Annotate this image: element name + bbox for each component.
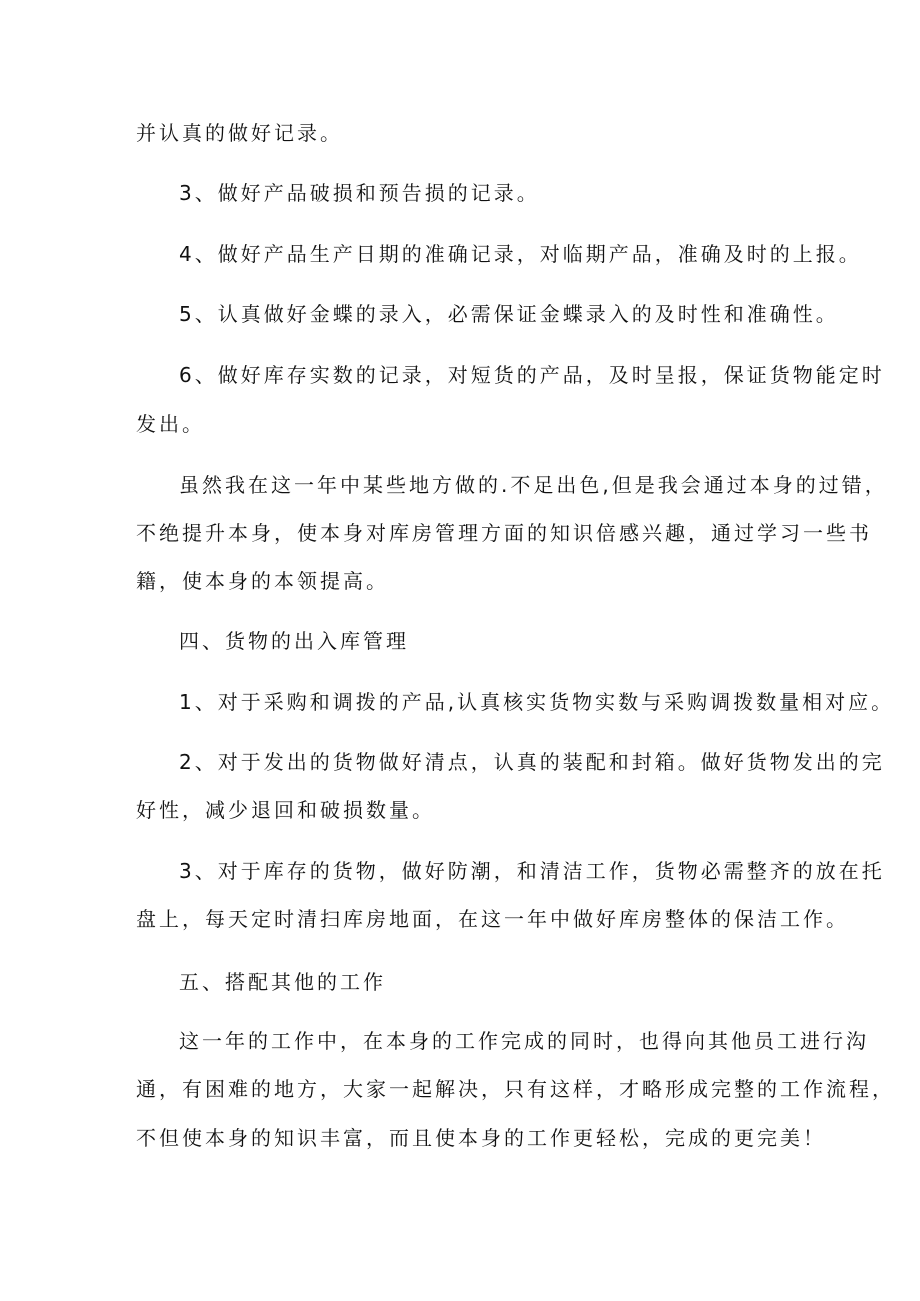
text-line: 3、做好产品破损和预告损的记录。 <box>179 181 540 205</box>
text-line: 不但使本身的知识丰富，而且使本身的工作更轻松，完成的更完美！ <box>136 1126 826 1150</box>
text-line: 这一年的工作中，在本身的工作完成的同时，也得向其他员工进行沟 <box>179 1029 869 1053</box>
text-line: 好性，减少退回和破损数量。 <box>136 798 435 822</box>
text-line: 虽然我在这一年中某些地方做的.不足出色,但是我会通过本身的过错， <box>179 473 888 497</box>
text-line: 6、做好库存实数的记录，对短货的产品，及时呈报，保证货物能定时 <box>179 363 885 387</box>
text-line: 盘上，每天定时清扫库房地面，在这一年中做好库房整体的保洁工作。 <box>136 907 849 931</box>
text-line: 5、认真做好金蝶的录入，必需保证金蝶录入的及时性和准确性。 <box>179 302 839 326</box>
text-line: 2、对于发出的货物做好清点，认真的装配和封箱。做好货物发出的完 <box>179 750 885 774</box>
text-line: 3、对于库存的货物，做好防潮，和清洁工作，货物必需整齐的放在托 <box>179 859 885 883</box>
section-heading: 四、货物的出入库管理 <box>179 629 409 653</box>
text-line: 不绝提升本身，使本身对库房管理方面的知识倍感兴趣，通过学习一些书 <box>136 521 872 545</box>
text-line: 发出。 <box>136 412 205 436</box>
section-heading: 五、搭配其他的工作 <box>179 970 386 994</box>
text-line: 通，有困难的地方，大家一起解决，只有这样，才略形成完整的工作流程， <box>136 1077 895 1101</box>
text-line: 籍，使本身的本领提高。 <box>136 569 389 593</box>
text-line: 4、做好产品生产日期的准确记录，对临期产品，准确及时的上报。 <box>179 242 862 266</box>
text-line: 1、对于采购和调拨的产品,认真核实货物实数与采购调拨数量相对应。 <box>179 690 895 714</box>
text-line: 并认真的做好记录。 <box>136 121 343 145</box>
